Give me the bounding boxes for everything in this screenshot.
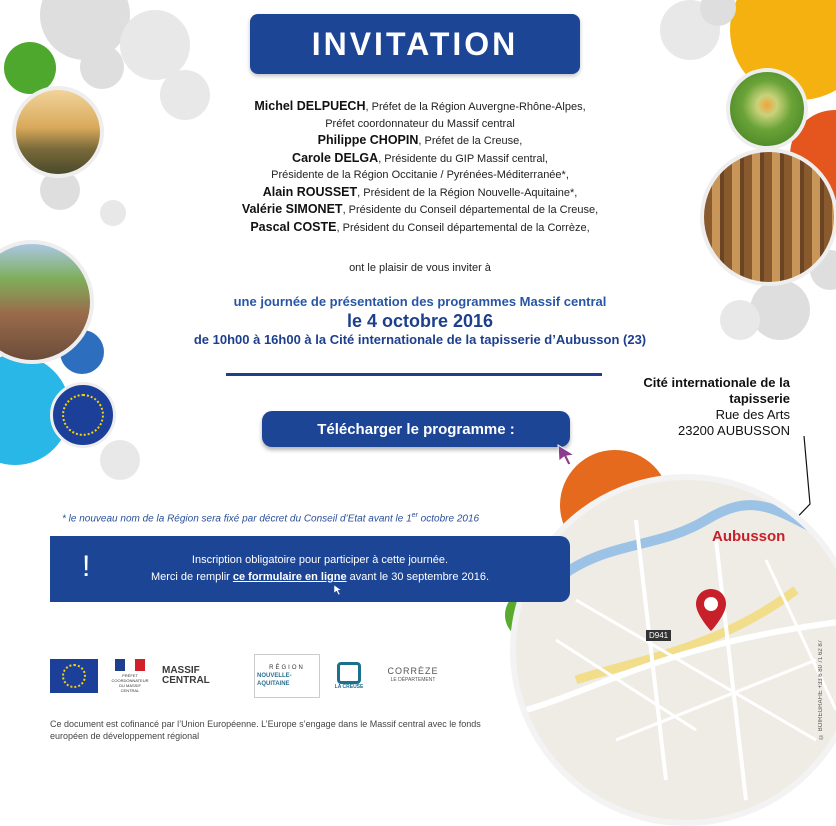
photo-butterfly (726, 68, 808, 150)
host-line: Pascal COSTE, Président du Conseil départemental de la Corrèze, (250, 219, 590, 234)
french-flag-icon (115, 659, 145, 671)
exclamation-icon: ! (82, 550, 91, 583)
venue-name: Cité internationale de la tapisserie (643, 375, 790, 406)
eu-flag-circle (50, 382, 116, 448)
host-line: Alain ROUSSET, Président de la Région Nouvelle-Aquitaine*, (262, 184, 578, 199)
road-label: D941 (646, 630, 671, 641)
map-streets (516, 480, 836, 820)
cursor-pointer-icon (556, 443, 578, 467)
eu-stars-icon (62, 394, 104, 436)
venue-street: Rue des Arts (715, 407, 790, 422)
host-line: Présidente de la Région Occitanie / Pyrénées-Méditerranée*, (271, 169, 569, 181)
registration-banner (50, 536, 570, 602)
decor-circle (100, 440, 140, 480)
eu-cofinancing-disclaimer: Ce document est cofinancé par l’Union Européenne. L’Europe s’engage dans le Massif central avec le fonds européen de développement régional (50, 719, 481, 741)
host-line: Michel DELPUECH, Préfet de la Région Auvergne-Rhône-Alpes, (254, 99, 586, 113)
host-line: Valérie SIMONET, Présidente du Conseil départemental de la Creuse, (241, 202, 599, 216)
decor-circle (750, 280, 810, 340)
location-map[interactable] (510, 474, 836, 826)
prefet-logo: PRÉFET COORDONNATEUR DU MASSIF CENTRAL (110, 657, 150, 695)
host-line: Philippe CHOPIN, Préfet de la Creuse, (317, 133, 523, 147)
creuse-logo: LA CREUSE (332, 657, 366, 695)
registration-text (110, 552, 530, 586)
region-nouvelle-aquitaine-logo: RÉGION NOUVELLE-AQUITAINE (254, 654, 320, 698)
invite-text: ont le plaisir de vous inviter à (349, 262, 491, 274)
invitation-title: INVITATION (250, 14, 580, 74)
venue-city: 23200 AUBUSSON (677, 423, 790, 438)
decor-circle (100, 200, 126, 226)
event-time-location: de 10h00 à 16h00 à la Cité internationale de la tapisserie d’Aubusson (23) (193, 332, 647, 347)
eu-stars-icon (62, 664, 86, 688)
cursor-pointer-icon (333, 584, 343, 596)
registration-line-2: Merci de remplir ce formulaire en ligne avant le 30 septembre 2016. (150, 571, 490, 583)
massif-central-logo: MASSIF CENTRAL (162, 665, 210, 686)
venue-address (610, 375, 790, 439)
decor-circle (720, 300, 760, 340)
eu-flag-logo (50, 659, 98, 693)
divider (226, 373, 602, 376)
photo-hikers (12, 86, 104, 178)
event-description: une journée de présentation des programmes Massif central (233, 294, 607, 309)
registration-line-1: Inscription obligatoire pour participer à cette journée. (191, 554, 449, 566)
photo-credit: © BOIREGRAFIE +33 6 80 71 62 87 (818, 640, 824, 739)
creuse-emblem-icon (337, 662, 361, 684)
event-date: le 4 octobre 2016 (346, 311, 494, 331)
hosts-list (200, 98, 640, 236)
footnote: * le nouveau nom de la Région sera fixé par décret du Conseil d’Etat avant le 1er octobre 2016 (62, 512, 480, 525)
download-program-button[interactable]: Télécharger le programme : (262, 411, 570, 447)
host-line: Préfet coordonnateur du Massif central (325, 117, 515, 130)
photo-wood-frame (700, 148, 836, 286)
map-marker-icon (694, 587, 728, 633)
host-line: Carole DELGA, Présidente du GIP Massif central, (292, 150, 548, 165)
correze-logo: CORRÈZE LE DÉPARTEMENT (387, 666, 439, 683)
decor-circle (80, 45, 124, 89)
registration-form-link[interactable]: ce formulaire en ligne (232, 571, 347, 583)
map-city-label: Aubusson (712, 528, 786, 545)
partner-logos (50, 654, 448, 698)
